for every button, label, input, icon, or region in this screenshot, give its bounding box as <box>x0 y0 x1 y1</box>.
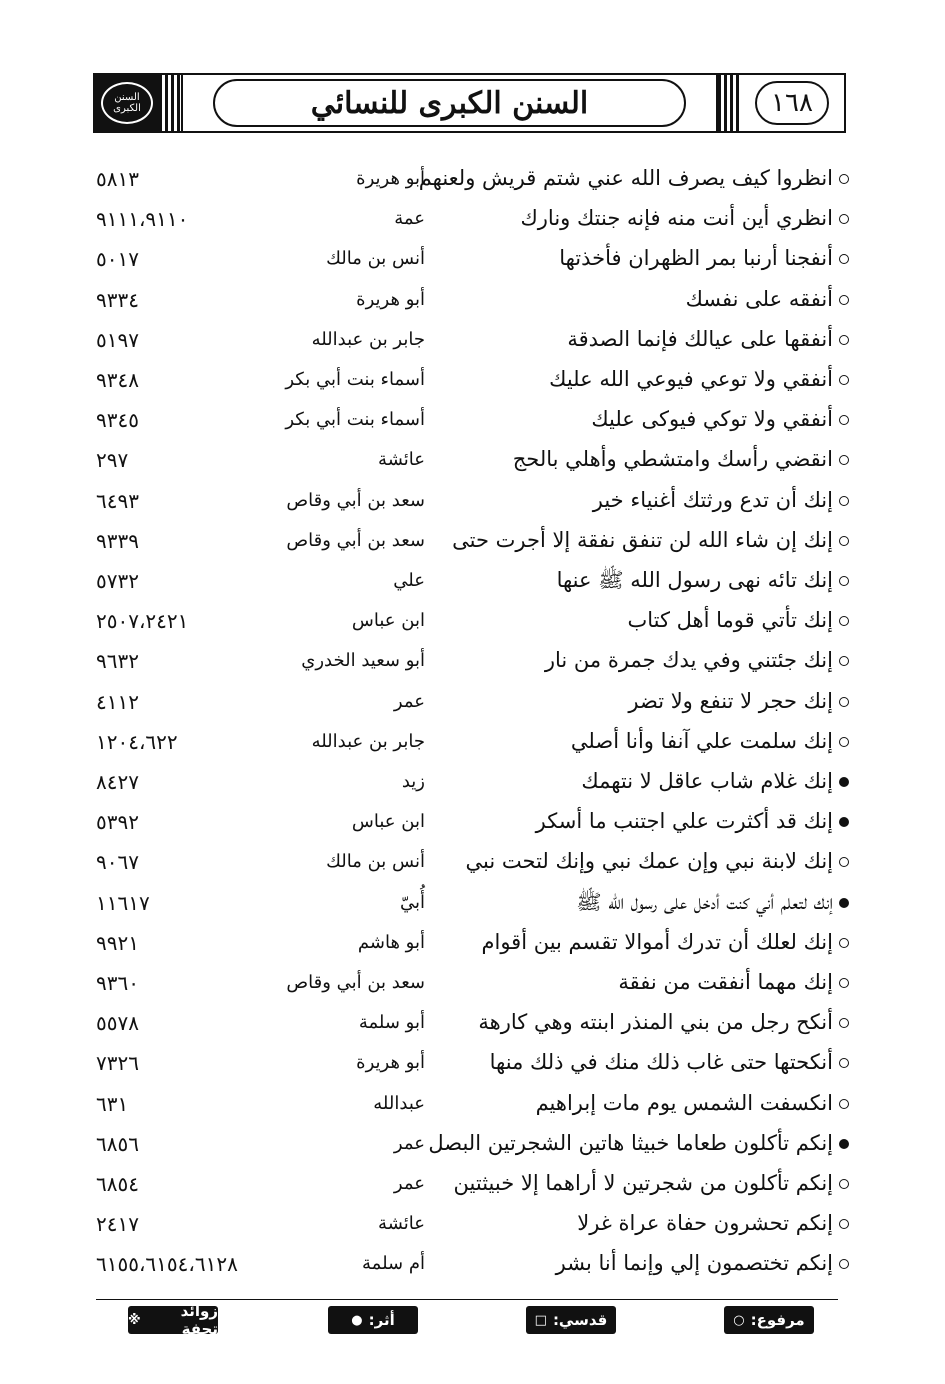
hadith-numbers: ٦٤٩٣ <box>96 488 139 513</box>
hadith-text: إنكم تأكلون من شجرتين لا أراهما إلا خبيثتين <box>453 1171 833 1195</box>
index-entry <box>0 160 945 200</box>
hadith-text: إنكم تختصمون إلي وإنما أنا بشر <box>555 1251 833 1276</box>
legend-marfu-label: مرفوع: <box>750 1311 805 1329</box>
marfu-marker-icon <box>839 1099 849 1109</box>
narrator: علي <box>393 570 425 591</box>
index-entry <box>0 361 945 401</box>
hadith-text: إنك إن شاء الله لن تنفق نفقة إلا أجرت حتى <box>452 527 833 552</box>
page-number: ١٦٨ <box>755 81 829 125</box>
marfu-marker-icon <box>839 415 849 425</box>
header-decoration-right <box>718 75 740 131</box>
hadith-text: أنكحتها حتى غاب ذلك منك في ذلك منها <box>489 1050 833 1075</box>
logo-text: السنن الكبرى <box>113 92 141 114</box>
athar-marker-icon <box>839 817 849 827</box>
hadith-text: انقضي رأسك وامتشطي وأهلي بالحج <box>512 447 833 472</box>
legend-athar-label: أثر: <box>368 1311 395 1329</box>
index-entry <box>0 642 945 682</box>
index-entry <box>0 843 945 883</box>
index-entry <box>0 803 945 843</box>
narrator: أسماء بنت أبي بكر <box>285 409 425 431</box>
marfu-marker-icon <box>839 1259 849 1269</box>
narrator: عمر <box>393 1173 425 1194</box>
athar-marker-icon <box>839 1139 849 1149</box>
hadith-numbers: ٩٣٣٤ <box>96 287 139 312</box>
hadith-text: إنكم تأكلون طعاما خبيثا هاتين الشجرتين البصل <box>428 1130 833 1155</box>
index-entry <box>0 200 945 240</box>
marfu-marker-icon <box>839 335 849 345</box>
hadith-text: إنك قد أكثرت علي اجتنب ما أسكر <box>535 809 833 834</box>
index-entry <box>0 884 945 924</box>
index-entry <box>0 321 945 361</box>
narrator: أبو سعيد الخدري <box>301 650 425 672</box>
narrator: ابن عباس <box>351 811 425 833</box>
narrator: عمة <box>394 208 425 230</box>
hadith-text: إنك تأتي قوما أهل كتاب <box>627 608 833 633</box>
footer-rule <box>96 1299 838 1300</box>
marfu-marker-icon <box>839 697 849 707</box>
hadith-text: أنفقي ولا توعي فيوعي الله عليك <box>549 367 833 391</box>
header-decoration-left <box>159 75 181 131</box>
legend-marfu <box>724 1306 814 1334</box>
marfu-marker-icon <box>839 375 849 385</box>
index-entry <box>0 1245 945 1285</box>
marfu-marker-icon <box>839 576 849 586</box>
hadith-numbers: ٩٣٤٥ <box>96 408 139 433</box>
marfu-marker-icon <box>839 1219 849 1229</box>
narrator: عمر <box>393 690 425 712</box>
marfu-marker-icon <box>839 1018 849 1028</box>
left-ornament <box>95 75 159 131</box>
hadith-text: إنك لعلك أن تدرك أموالا تقسم بين أقوام <box>481 929 833 954</box>
hadith-numbers: ٢٤١٧ <box>96 1212 139 1237</box>
hadith-numbers: ٥٥٧٨ <box>96 1011 139 1036</box>
hadith-numbers: ١٢٠٤،٦٢٢ <box>96 729 178 754</box>
hadith-numbers: ٥٨١٣ <box>96 167 139 191</box>
hadith-numbers: ٩٠٦٧ <box>96 850 139 875</box>
narrator: عبدالله <box>373 1092 425 1114</box>
hadith-text: إنك مهما أنفقت من نفقة <box>618 970 833 994</box>
narrator: سعد بن أبي وقاص <box>286 489 425 511</box>
narrator: ابن عباس <box>351 610 425 632</box>
index-entry <box>0 964 945 1004</box>
hadith-numbers: ٨٤٢٧ <box>96 770 139 794</box>
marfu-marker-icon <box>839 536 849 546</box>
index-entry <box>0 723 945 763</box>
open-square-icon: □ <box>534 1312 547 1328</box>
hadith-text: انظروا كيف يصرف الله عني شتم قريش ولعنهم <box>418 166 833 190</box>
marfu-marker-icon <box>839 254 849 264</box>
filled-circle-icon: ● <box>351 1312 363 1328</box>
legend-qudsi <box>526 1306 616 1334</box>
index-entry <box>0 1165 945 1205</box>
marfu-marker-icon <box>839 978 849 988</box>
hadith-text: أنفقها على عيالك فإنما الصدقة <box>567 326 833 351</box>
index-entry <box>0 1125 945 1165</box>
hadith-text: أنفجنا أرنبا بمر الظهران فأخذتها <box>559 246 833 271</box>
open-circle-icon: ○ <box>733 1312 745 1328</box>
narrator: أبو هريرة <box>356 168 425 189</box>
narrator: جابر بن عبدالله <box>311 730 425 752</box>
narrator: سعد بن أبي وقاص <box>286 529 425 551</box>
hadith-numbers: ٢٥٠٧،٢٤٢١ <box>96 609 189 634</box>
index-entry <box>0 401 945 441</box>
index-entry <box>0 562 945 602</box>
narrator: عائشة <box>378 449 425 471</box>
narrator: أبو هريرة <box>356 1052 425 1074</box>
marfu-marker-icon <box>839 616 849 626</box>
hadith-numbers: ٥٣٩٢ <box>96 810 139 835</box>
hadith-numbers: ٤١١٢ <box>96 689 139 714</box>
hadith-numbers: ٩٩٢١ <box>96 930 139 955</box>
hadith-text: إنك جئتني وفي يدك جمرة من نار <box>544 648 833 673</box>
narrator: أسماء بنت أبي بكر <box>285 369 425 390</box>
asterisk-icon: ※ <box>128 1312 141 1328</box>
hadith-text: إنكم تحشرون حفاة عراة غرلا <box>577 1211 833 1236</box>
hadith-numbers: ٥٧٣٢ <box>96 569 139 593</box>
narrator: جابر بن عبدالله <box>311 328 425 350</box>
book-logo-icon <box>101 82 153 124</box>
legend-zawaid <box>128 1302 218 1338</box>
title-frame <box>181 75 718 131</box>
hadith-numbers: ٦٨٥٦ <box>96 1131 139 1156</box>
narrator: أبو هريرة <box>356 288 425 310</box>
narrator: أنس بن مالك <box>326 851 425 873</box>
hadith-numbers: ٦٣١ <box>96 1091 129 1116</box>
legend-qudsi-label: قدسي: <box>552 1311 608 1329</box>
narrator: أبو هاشم <box>357 931 425 953</box>
index-entry <box>0 1205 945 1245</box>
athar-marker-icon <box>839 898 849 908</box>
narrator: أبو سلمة <box>358 1012 425 1034</box>
legend-zawaid-label: زوائد تحفة <box>180 1302 218 1338</box>
hadith-numbers: ٥٠١٧ <box>96 247 139 272</box>
hadith-numbers: ٩٦٣٢ <box>96 649 139 674</box>
marfu-marker-icon <box>839 938 849 948</box>
hadith-numbers: ٧٣٢٦ <box>96 1051 139 1076</box>
index-entry <box>0 281 945 321</box>
index-entry <box>0 522 945 562</box>
marfu-marker-icon <box>839 656 849 666</box>
hadith-text: إنك لابنة نبي وإن عمك نبي وإنك لتحت نبي <box>465 849 833 874</box>
marfu-marker-icon <box>839 295 849 305</box>
hadith-text: انكسفت الشمس يوم مات إبراهيم <box>535 1090 833 1115</box>
index-entry <box>0 240 945 280</box>
athar-marker-icon <box>839 777 849 787</box>
marfu-marker-icon <box>839 857 849 867</box>
hadith-text: إنك حجر لا تنفع ولا تضر <box>628 688 833 713</box>
hadith-text: إنك غلام شاب عاقل لا نتهمك <box>581 769 833 793</box>
legend-athar <box>328 1306 418 1334</box>
narrator: أم سلمة <box>362 1253 425 1275</box>
index-entry <box>0 924 945 964</box>
page-header <box>93 73 846 133</box>
marfu-marker-icon <box>839 496 849 506</box>
hadith-numbers: ٩١١١،٩١١٠ <box>96 207 189 232</box>
hadith-numbers: ٩٣٤٨ <box>96 368 139 392</box>
hadith-text: إنك لتعلم أني كنت أدخل على رسول الله ﷺ <box>576 889 833 914</box>
hadith-text: انظري أين أنت منه فإنه جنتك ونارك <box>520 206 833 231</box>
narrator: أنس بن مالك <box>326 248 425 270</box>
marfu-marker-icon <box>839 1058 849 1068</box>
narrator: عمر <box>393 1132 425 1154</box>
index-entry <box>0 683 945 723</box>
page-number-frame <box>740 75 844 131</box>
hadith-numbers: ١١٦١٧ <box>96 890 150 915</box>
narrator: أُبيّ <box>399 891 425 913</box>
marfu-marker-icon <box>839 214 849 224</box>
hadith-numbers: ٦٨٥٤ <box>96 1172 139 1196</box>
narrator: زيد <box>401 771 425 792</box>
index-entry <box>0 1044 945 1084</box>
hadith-text: أنفقي ولا توكي فيوكى عليك <box>591 407 833 432</box>
book-title: السنن الكبرى للنسائي <box>213 79 686 127</box>
hadith-numbers: ٢٩٧ <box>96 448 129 473</box>
hadith-text: إنك سلمت علي آنفا وأنا أصلي <box>570 728 833 753</box>
hadith-text: أنفقه على نفسك <box>685 286 833 311</box>
hadith-text: إنك أن تدع ورثتك أغنياء خير <box>592 487 833 512</box>
index-entry <box>0 763 945 803</box>
marfu-marker-icon <box>839 1179 849 1189</box>
hadith-text: أنكح رجل من بني المنذر ابنته وهي كارهة <box>478 1010 833 1035</box>
narrator: سعد بن أبي وقاص <box>286 972 425 993</box>
marfu-marker-icon <box>839 455 849 465</box>
index-entry <box>0 482 945 522</box>
index-entry <box>0 602 945 642</box>
hadith-numbers: ٦١٥٥،٦١٥٤،٦١٢٨ <box>96 1252 238 1277</box>
index-entry <box>0 1004 945 1044</box>
hadith-numbers: ٥١٩٧ <box>96 327 139 352</box>
index-entry <box>0 441 945 481</box>
marfu-marker-icon <box>839 737 849 747</box>
index-entry <box>0 1085 945 1125</box>
marfu-marker-icon <box>839 174 849 184</box>
hadith-numbers: ٩٣٦٠ <box>96 971 139 995</box>
hadith-numbers: ٩٣٣٩ <box>96 528 139 553</box>
narrator: عائشة <box>378 1213 425 1235</box>
hadith-text: إنك تائه نهى رسول الله ﷺ عنها <box>556 568 833 592</box>
